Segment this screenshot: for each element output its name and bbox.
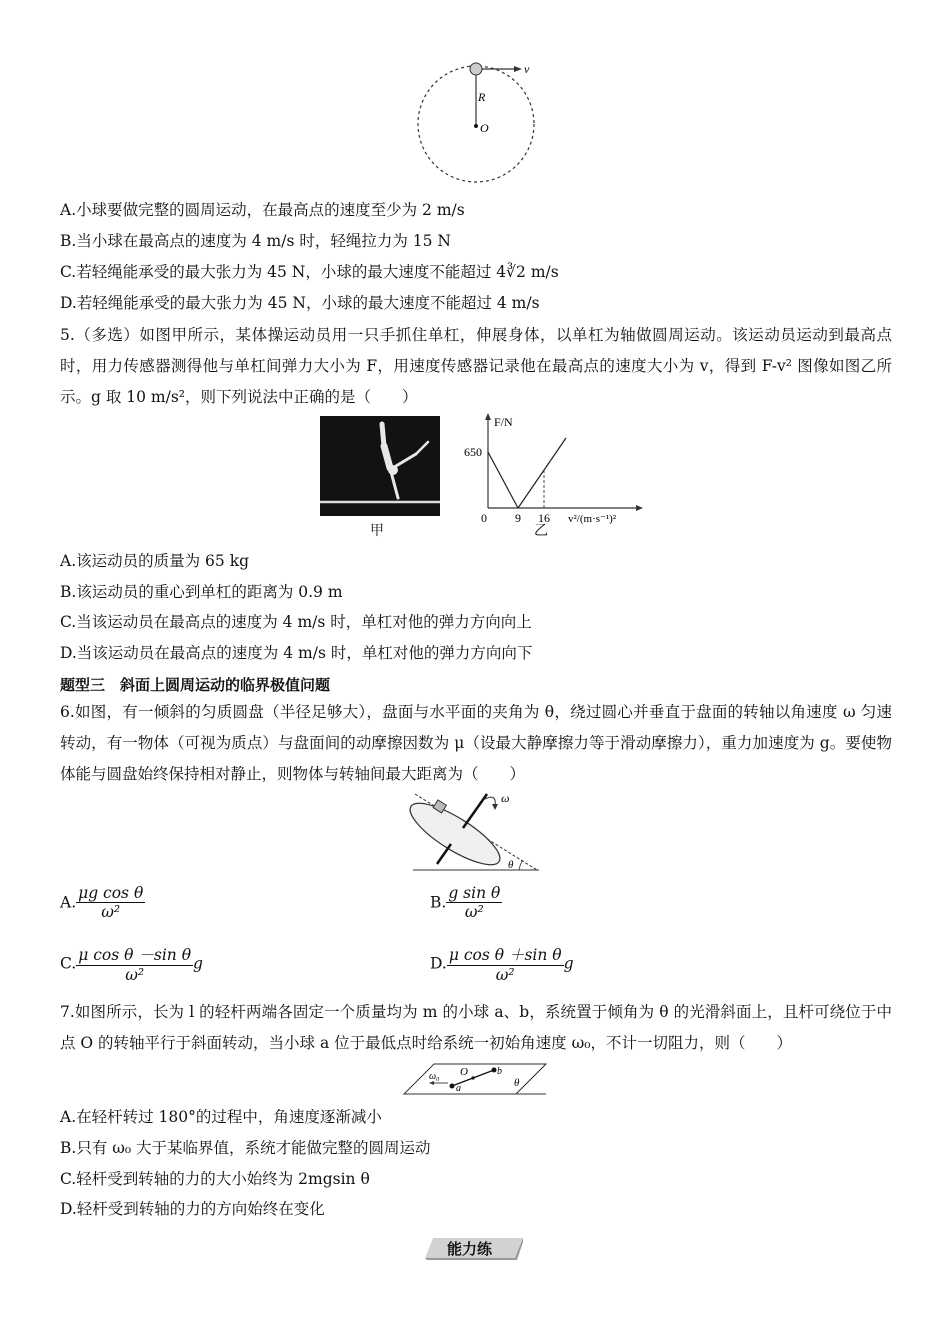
q6-c-numerator: μ cos θ －sin θ (76, 943, 193, 966)
ball (470, 63, 482, 75)
q4-option-d: D.若轻绳能承受的最大张力为 45 N，小球的最大速度不能超过 4 m/s (60, 294, 540, 312)
graph-xtick-9: 9 (515, 511, 521, 525)
q6-option-d (430, 943, 574, 984)
pivot-o (471, 1076, 474, 1079)
center-point (474, 124, 478, 128)
graph-caption: 乙 (534, 523, 548, 539)
q6-b-numerator: g sin θ (448, 884, 501, 902)
q6-a-denominator: ω² (101, 903, 121, 921)
q7-option-d: D.轻杆受到转轴的力的方向始终在变化 (60, 1200, 325, 1218)
section3-title: 题型三 斜面上圆周运动的临界极值问题 (60, 676, 331, 694)
q6-d-suffix: g (563, 954, 574, 973)
incline-rod-figure (400, 1060, 550, 1098)
circle-motion-figure (410, 56, 550, 188)
q6-c-suffix: g (193, 954, 203, 973)
ability-practice-badge (425, 1236, 523, 1260)
omega-label: ω (501, 791, 510, 805)
q7-option-b: B.只有 ω₀ 大于某临界值，系统才能做完整的圆周运动 (60, 1139, 431, 1157)
q6-c-denominator: ω² (125, 966, 145, 984)
inclined-disc-figure (405, 790, 545, 874)
q4-option-b: B.当小球在最高点的速度为 4 m/s 时，轻绳拉力为 15 N (60, 232, 451, 250)
ball-a (450, 1084, 455, 1089)
badge-text: 能力练 (447, 1240, 493, 1258)
q7-option-c: C.轻杆受到转轴的力的大小始终为 2mgsin θ (60, 1170, 370, 1188)
q4-option-a: A.小球要做完整的圆周运动，在最高点的速度至少为 2 m/s (60, 201, 465, 219)
f-v2-graph (460, 412, 650, 530)
center-label: O (480, 121, 489, 135)
q7-stem: 7.如图所示，长为 l 的轻杆两端各固定一个质量均为 m 的小球 a、b，系统置于倾角为 θ 的光滑斜面上，且杆可绕位于中点 O 的转轴平行于斜面转动，当小球 a 位于最低点时给系统一初始角速度 ω₀，不计一切阻力，则（ ） (60, 1003, 892, 1052)
graph-ytick-650: 650 (464, 445, 482, 459)
velocity-label: v (524, 62, 530, 76)
ball-b-label: b (497, 1066, 502, 1077)
omega0-label: ω₀ (429, 1071, 440, 1082)
q5-option-d: D.当该运动员在最高点的速度为 4 m/s 时，单杠对他的弹力方向向下 (60, 644, 533, 662)
q4-option-c: C.若轻绳能承受的最大张力为 45 N，小球的最大速度不能超过 4∛2 m/s (60, 263, 559, 281)
graph-xlabel: v²/(m·s⁻¹)² (568, 513, 617, 525)
q6-a-numerator: μg cos θ (78, 884, 144, 902)
q6-option-a (60, 884, 145, 921)
graph-ylabel: F/N (494, 415, 513, 429)
pivot-label: O (460, 1066, 468, 1078)
graph-xtick-16: 16 (538, 511, 550, 525)
q6-option-d-label: D. (430, 954, 447, 973)
q6-stem: 6.如图，有一倾斜的匀质圆盘（半径足够大），盘面与水平面的夹角为 θ，绕过圆心并垂直于盘面的转轴以角速度 ω 匀速转动，有一物体（可视为质点）与盘面间的动摩擦因数为 μ（设最大静摩擦力等于滑动摩擦力），重力加速度为 g。要使物体能与圆盘始终保持相对静止，则物体与转轴间最大距离为（ ） (60, 703, 892, 783)
q6-option-b (430, 884, 502, 921)
radius-label: R (478, 90, 486, 104)
ball-b (492, 1068, 497, 1073)
q6-option-c-label: C. (60, 954, 77, 973)
q5-stem: 5.（多选）如图甲所示，某体操运动员用一只手抓住单杠，伸展身体，以单杠为轴做圆周运动。该运动员运动到最高点时，用力传感器测得他与单杠间弹力大小为 F，用速度传感器记录他在最高点的速度大小为 v，得到 F-v² 图像如图乙所示。g 取 10 m/s²，则下列说法中正确的是（ ） (60, 326, 892, 406)
q5-option-c: C.当该运动员在最高点的速度为 4 m/s 时，单杠对他的弹力方向向上 (60, 613, 532, 631)
q6-b-denominator: ω² (464, 903, 484, 921)
q7-option-a: A.在轻杆转过 180°的过程中，角速度逐渐减小 (60, 1108, 382, 1126)
ball-a-label: a (456, 1083, 461, 1094)
graph-xtick-0: 0 (481, 511, 487, 525)
q5-option-b: B.该运动员的重心到单杠的距离为 0.9 m (60, 583, 343, 601)
q6-option-a-label: A. (60, 893, 77, 912)
q6-option-b-label: B. (430, 893, 447, 912)
q6-d-numerator: μ cos θ ＋sin θ (447, 943, 564, 966)
q6-option-c (60, 943, 203, 984)
q5-option-a: A.该运动员的质量为 65 kg (60, 552, 250, 570)
gymnast-photo (320, 416, 440, 516)
graph-line-left (488, 452, 518, 508)
q6-d-denominator: ω² (495, 966, 515, 984)
graph-line-right (518, 438, 566, 508)
photo-caption: 甲 (370, 523, 384, 539)
incline-theta-label: θ (514, 1077, 520, 1089)
theta-label: θ (508, 859, 514, 871)
